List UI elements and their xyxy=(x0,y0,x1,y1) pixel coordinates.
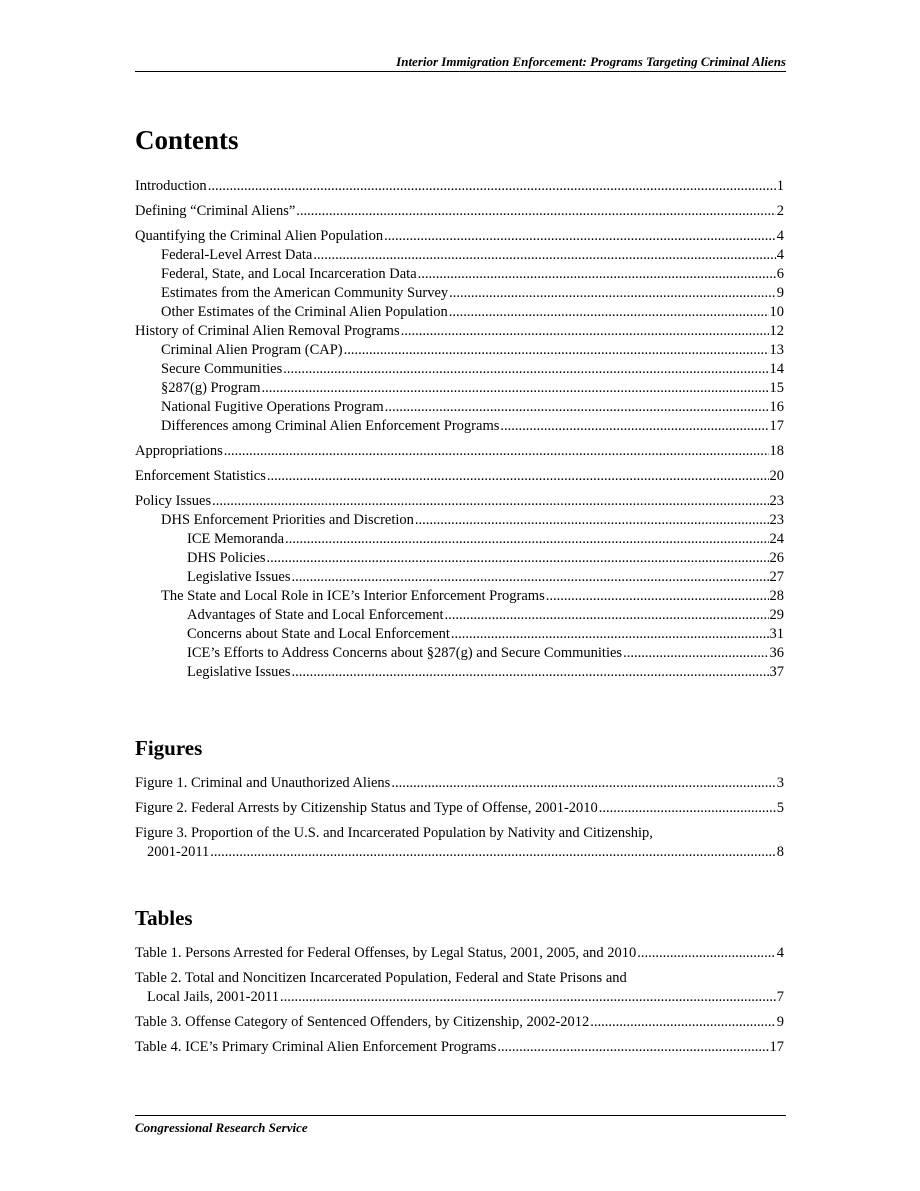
toc-entry[interactable]: Quantifying the Criminal Alien Population ..... 4 xyxy=(135,227,784,246)
toc-entry[interactable]: Other Estimates of the Criminal Alien Population ..... 10 xyxy=(135,303,784,322)
figure-entry[interactable]: Figure 1. Criminal and Unauthorized Aliens ..... 3 xyxy=(135,774,784,793)
table-entry[interactable]: Table 1. Persons Arrested for Federal Offenses, by Legal Status, 2001, 2005, and 2010 ..... 4 xyxy=(135,944,784,963)
toc-entry[interactable]: National Fugitive Operations Program ..... 16 xyxy=(135,398,784,417)
table-entry[interactable]: Table 4. ICE’s Primary Criminal Alien Enforcement Programs ..... 17 xyxy=(135,1038,784,1057)
toc-entry[interactable]: History of Criminal Alien Removal Programs ..... 12 xyxy=(135,322,784,341)
contents-heading: Contents xyxy=(135,125,239,155)
toc-entry[interactable]: Policy Issues ..... 23 xyxy=(135,492,784,511)
toc-entry[interactable]: Concerns about State and Local Enforcement ..... 31 xyxy=(135,625,784,644)
running-header: Interior Immigration Enforcement: Programs Targeting Criminal Aliens xyxy=(396,54,786,69)
toc-entry[interactable]: Defining “Criminal Aliens” ..... 2 xyxy=(135,202,784,221)
toc-entry[interactable]: The State and Local Role in ICE’s Interior Enforcement Programs ..... 28 xyxy=(135,587,784,606)
figures-list xyxy=(135,774,784,862)
toc-entry[interactable]: Criminal Alien Program (CAP) ..... 13 xyxy=(135,341,784,360)
toc-entry[interactable]: Introduction ..... 1 xyxy=(135,177,784,196)
table-entry[interactable]: Table 3. Offense Category of Sentenced Offenders, by Citizenship, 2002-2012 ..... 9 xyxy=(135,1013,784,1032)
toc-entry[interactable]: Enforcement Statistics ..... 20 xyxy=(135,467,784,486)
header-rule xyxy=(135,71,786,72)
footer-rule xyxy=(135,1115,786,1116)
toc-entry[interactable]: Legislative Issues ..... 37 xyxy=(135,663,784,682)
tables-list xyxy=(135,944,784,1057)
toc-entry[interactable]: DHS Policies ..... 26 xyxy=(135,549,784,568)
tables-heading: Tables xyxy=(135,906,193,930)
toc-entry[interactable]: Advantages of State and Local Enforcement ..... 29 xyxy=(135,606,784,625)
toc-entry[interactable]: Estimates from the American Community Survey ..... 9 xyxy=(135,284,784,303)
table-entry[interactable]: Table 2. Total and Noncitizen Incarcerated Population, Federal and State Prisons and Local Jails, 2001-2011 ..... 7 xyxy=(135,969,784,1007)
toc-entry[interactable]: Federal, State, and Local Incarceration Data ..... 6 xyxy=(135,265,784,284)
toc-entry[interactable]: Federal-Level Arrest Data ..... 4 xyxy=(135,246,784,265)
contents-list xyxy=(135,177,784,682)
toc-entry[interactable]: Appropriations ..... 18 xyxy=(135,442,784,461)
toc-entry[interactable]: Legislative Issues ..... 27 xyxy=(135,568,784,587)
toc-entry[interactable]: DHS Enforcement Priorities and Discretion ..... 23 xyxy=(135,511,784,530)
toc-entry[interactable]: Secure Communities ..... 14 xyxy=(135,360,784,379)
toc-entry[interactable]: ICE’s Efforts to Address Concerns about §287(g) and Secure Communities ..... 36 xyxy=(135,644,784,663)
toc-entry[interactable]: ICE Memoranda ..... 24 xyxy=(135,530,784,549)
toc-entry[interactable]: Differences among Criminal Alien Enforcement Programs ..... 17 xyxy=(135,417,784,436)
figure-entry[interactable]: Figure 2. Federal Arrests by Citizenship Status and Type of Offense, 2001-2010 ..... 5 xyxy=(135,799,784,818)
running-footer: Congressional Research Service xyxy=(135,1120,308,1135)
figure-entry[interactable]: Figure 3. Proportion of the U.S. and Incarcerated Population by Nativity and Citizenship, 2001-2011 ..... 8 xyxy=(135,824,784,862)
toc-entry[interactable]: §287(g) Program ..... 15 xyxy=(135,379,784,398)
figures-heading: Figures xyxy=(135,736,203,760)
